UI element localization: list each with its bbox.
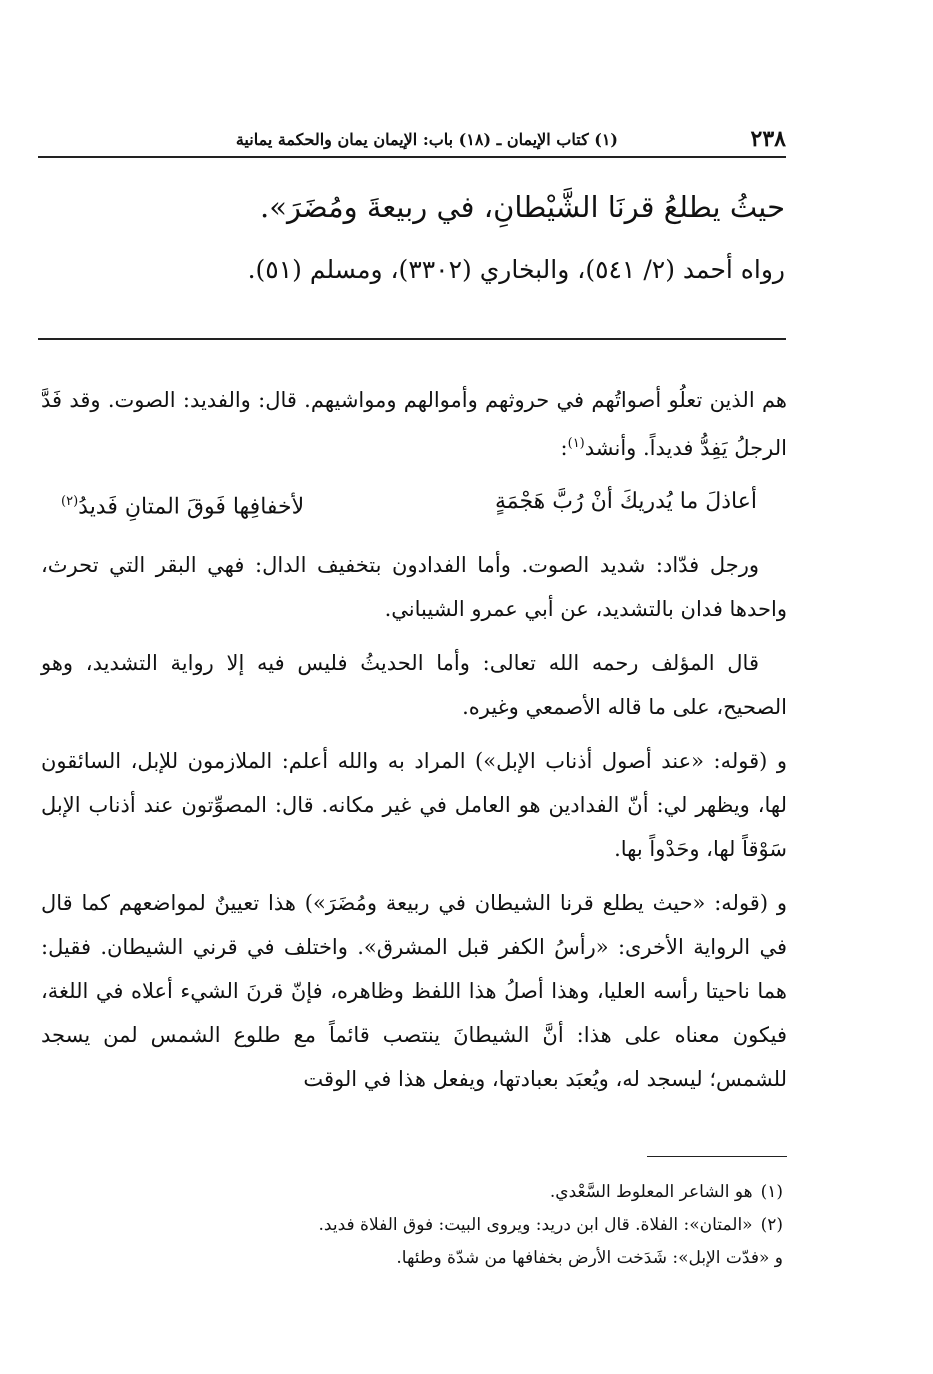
commentary-paragraph-2: ورجل فدّاد: شديد الصوت. وأما الفدادون بتخفيف الدال: فهي البقر التي تحرث، واحدها فدان بالتشديد، عن أبي عمرو الشيباني.	[41, 553, 787, 622]
commentary-paragraph-1	[41, 378, 787, 470]
paragraph-text: هم الذين تعلُو أصواتُهم في حروثهم وأموالهم ومواشيهم. قال: والفديد: الصوت. وقد فَدَّ الرجلُ يَفِدُّ فديداً. وأنشد	[41, 388, 787, 460]
commentary-paragraph-4: و (قوله: «عند أصول أذناب الإبل») المراد به والله أعلم: الملازمون للإبل، السائقون لها، ويظهر لي: أنّ الفدادين هو العامل في غير مكانه. قال: المصوِّتون عند أذناب الإبل سَوْقاً لها، وحَدْواً بها.	[41, 749, 787, 862]
page-header	[38, 126, 786, 158]
footnotes	[43, 1176, 783, 1275]
footnote-ref-2[interactable]: (٢)	[61, 494, 79, 509]
page-number: ٢٣٨	[750, 126, 786, 152]
paragraph-end: :	[560, 436, 568, 460]
commentary-paragraph-3: قال المؤلف رحمه الله تعالى: وأما الحديثُ فليس فيه إلا رواية التشديد، وهو الصحيح، على ما قاله الأصمعي وغيره.	[41, 651, 787, 720]
poetry-verse	[41, 480, 787, 529]
footnote-2	[43, 1209, 783, 1242]
footnote-2-continued: و «فدّت الإبل»: شَدَخت الأرض بخفافها من شدّة وطئها.	[396, 1248, 783, 1268]
footnote-text: «المتان»: الفلاة. قال ابن دريد: ويروى البيت: فوق الفلاة فديد.	[318, 1215, 753, 1235]
footnote-ref-1[interactable]: (١)	[567, 436, 585, 451]
footnote-1	[43, 1176, 783, 1209]
footnote-divider	[647, 1156, 787, 1157]
verse-second-hemistich: لأخفافِها فَوقَ المتانِ فَديدُ	[78, 494, 305, 520]
section-divider	[38, 338, 786, 340]
verse-second-hemistich-wrap	[61, 480, 304, 529]
footnote-number: (١)	[760, 1182, 783, 1202]
hadith-takhrij: رواه أحمد (٢/ ٥٤١)، والبخاري (٣٣٠٢)، ومسلم (٥١).	[247, 255, 785, 284]
running-title: (١) كتاب الإيمان ـ (١٨) باب: الإيمان يمان والحكمة يمانية	[235, 130, 618, 149]
hadith-text: حيثُ يطلعُ قرنَا الشَّيْطانِ، في ربيعةَ ومُضَرَ».	[260, 190, 785, 224]
verse-first-hemistich: أعاذلَ ما يُدريكَ أنْ رُبَّ هَجْمَةٍ	[494, 489, 757, 514]
commentary-paragraph-5: و (قوله: «حيث يطلع قرنا الشيطان في ربيعة ومُضَرَ») هذا تعيينٌ لمواضعهم كما قال في الرواية الأخرى: «رأسُ الكفر قبل المشرق». واختلف في قرني الشيطان. فقيل: هما ناحيتا رأسه العليا، وهذا أصلُ هذا اللفظ وظاهره، فإنّ قرنَ الشيء أعلاه في اللغة، فيكون معناه على هذا: أنَّ الشيطانَ ينتصب قائماً مع طلوع الشمس لمن يسجد للشمس؛ ليسجد له، ويُعبَد بعبادتها، ويفعل هذا في الوقت	[41, 891, 787, 1092]
footnote-number: (٢)	[760, 1215, 783, 1235]
commentary	[41, 378, 787, 1111]
footnote-text: هو الشاعر المعلوط السَّعْدي.	[549, 1182, 753, 1202]
